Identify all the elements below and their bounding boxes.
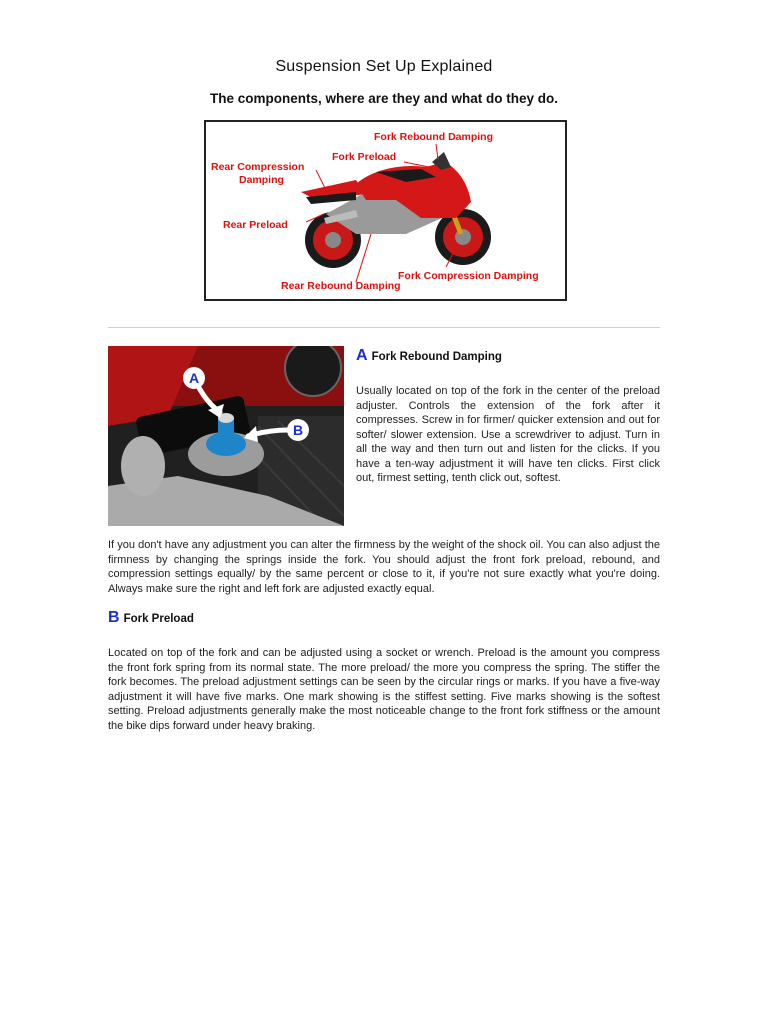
- label-rear-rebound: Rear Rebound Damping: [281, 280, 401, 292]
- section-a-title: Fork Rebound Damping: [371, 351, 502, 363]
- page-title: Suspension Set Up Explained: [275, 58, 493, 75]
- label-fork-preload: Fork Preload: [332, 151, 397, 163]
- section-b-body: Located on top of the fork and can be adjusted using a socket or wrench. Preload is the amount you compress the front fork spring from its normal state. The more preload/ the more you compress the spring. The stiffer the fork becomes. The preload adjustment settings can be seen by the circular rings or marks. If you have a five-way adjustment it will have five marks. One mark showing is the stiffest setting. Five marks showing is the softest setting. Preload adjustments generally make the most noticeable change to the front fork stiffness or the amount the bike dips forward under heavy braking.: [108, 647, 660, 732]
- label-rear-compression-line1: Rear Compression: [211, 161, 305, 173]
- section-divider: [108, 327, 660, 328]
- section-b-letter: B: [108, 609, 120, 626]
- label-rear-compression-line2: Damping: [239, 174, 284, 186]
- suspension-diagram: [204, 120, 567, 301]
- fork-top-illustration: [108, 346, 344, 526]
- section-b-title: Fork Preload: [123, 613, 194, 625]
- photo-marker-a: A: [188, 370, 200, 386]
- section-b-heading: [108, 609, 194, 627]
- page-subtitle: The components, where are they and what do they do.: [209, 91, 559, 106]
- section-a-heading: [356, 347, 502, 365]
- label-fork-rebound: Fork Rebound Damping: [374, 131, 493, 143]
- oil-paragraph: If you don't have any adjustment you can alter the firmness by the weight of the shock oil. You can also adjust the firmness by changing the springs inside the fork. You should adjust the front fork preload, rebound, and compression settings equally/ by the same percent or close to it, if you're not sure exactly what you're doing. Always make sure the right and left fork are adjusted exactly equal.: [108, 539, 660, 595]
- label-rear-preload: Rear Preload: [223, 219, 288, 231]
- section-a-letter: A: [356, 347, 368, 364]
- label-fork-compression: Fork Compression Damping: [398, 270, 539, 282]
- photo-marker-b: B: [292, 422, 304, 438]
- fork-top-photo: [108, 346, 344, 526]
- section-a-body: Usually located on top of the fork in the center of the preload adjuster. Controls the extension of the fork after it compresses. Screw in for firmer/ quicker extension and out for softer/ slower extension. Use a screwdriver to adjust. Turn in all the way and then turn out and listen for the clicks. If you have a ten-way adjustment it will have ten clicks. First click out, firmest setting, tenth click out, softest.: [356, 385, 660, 484]
